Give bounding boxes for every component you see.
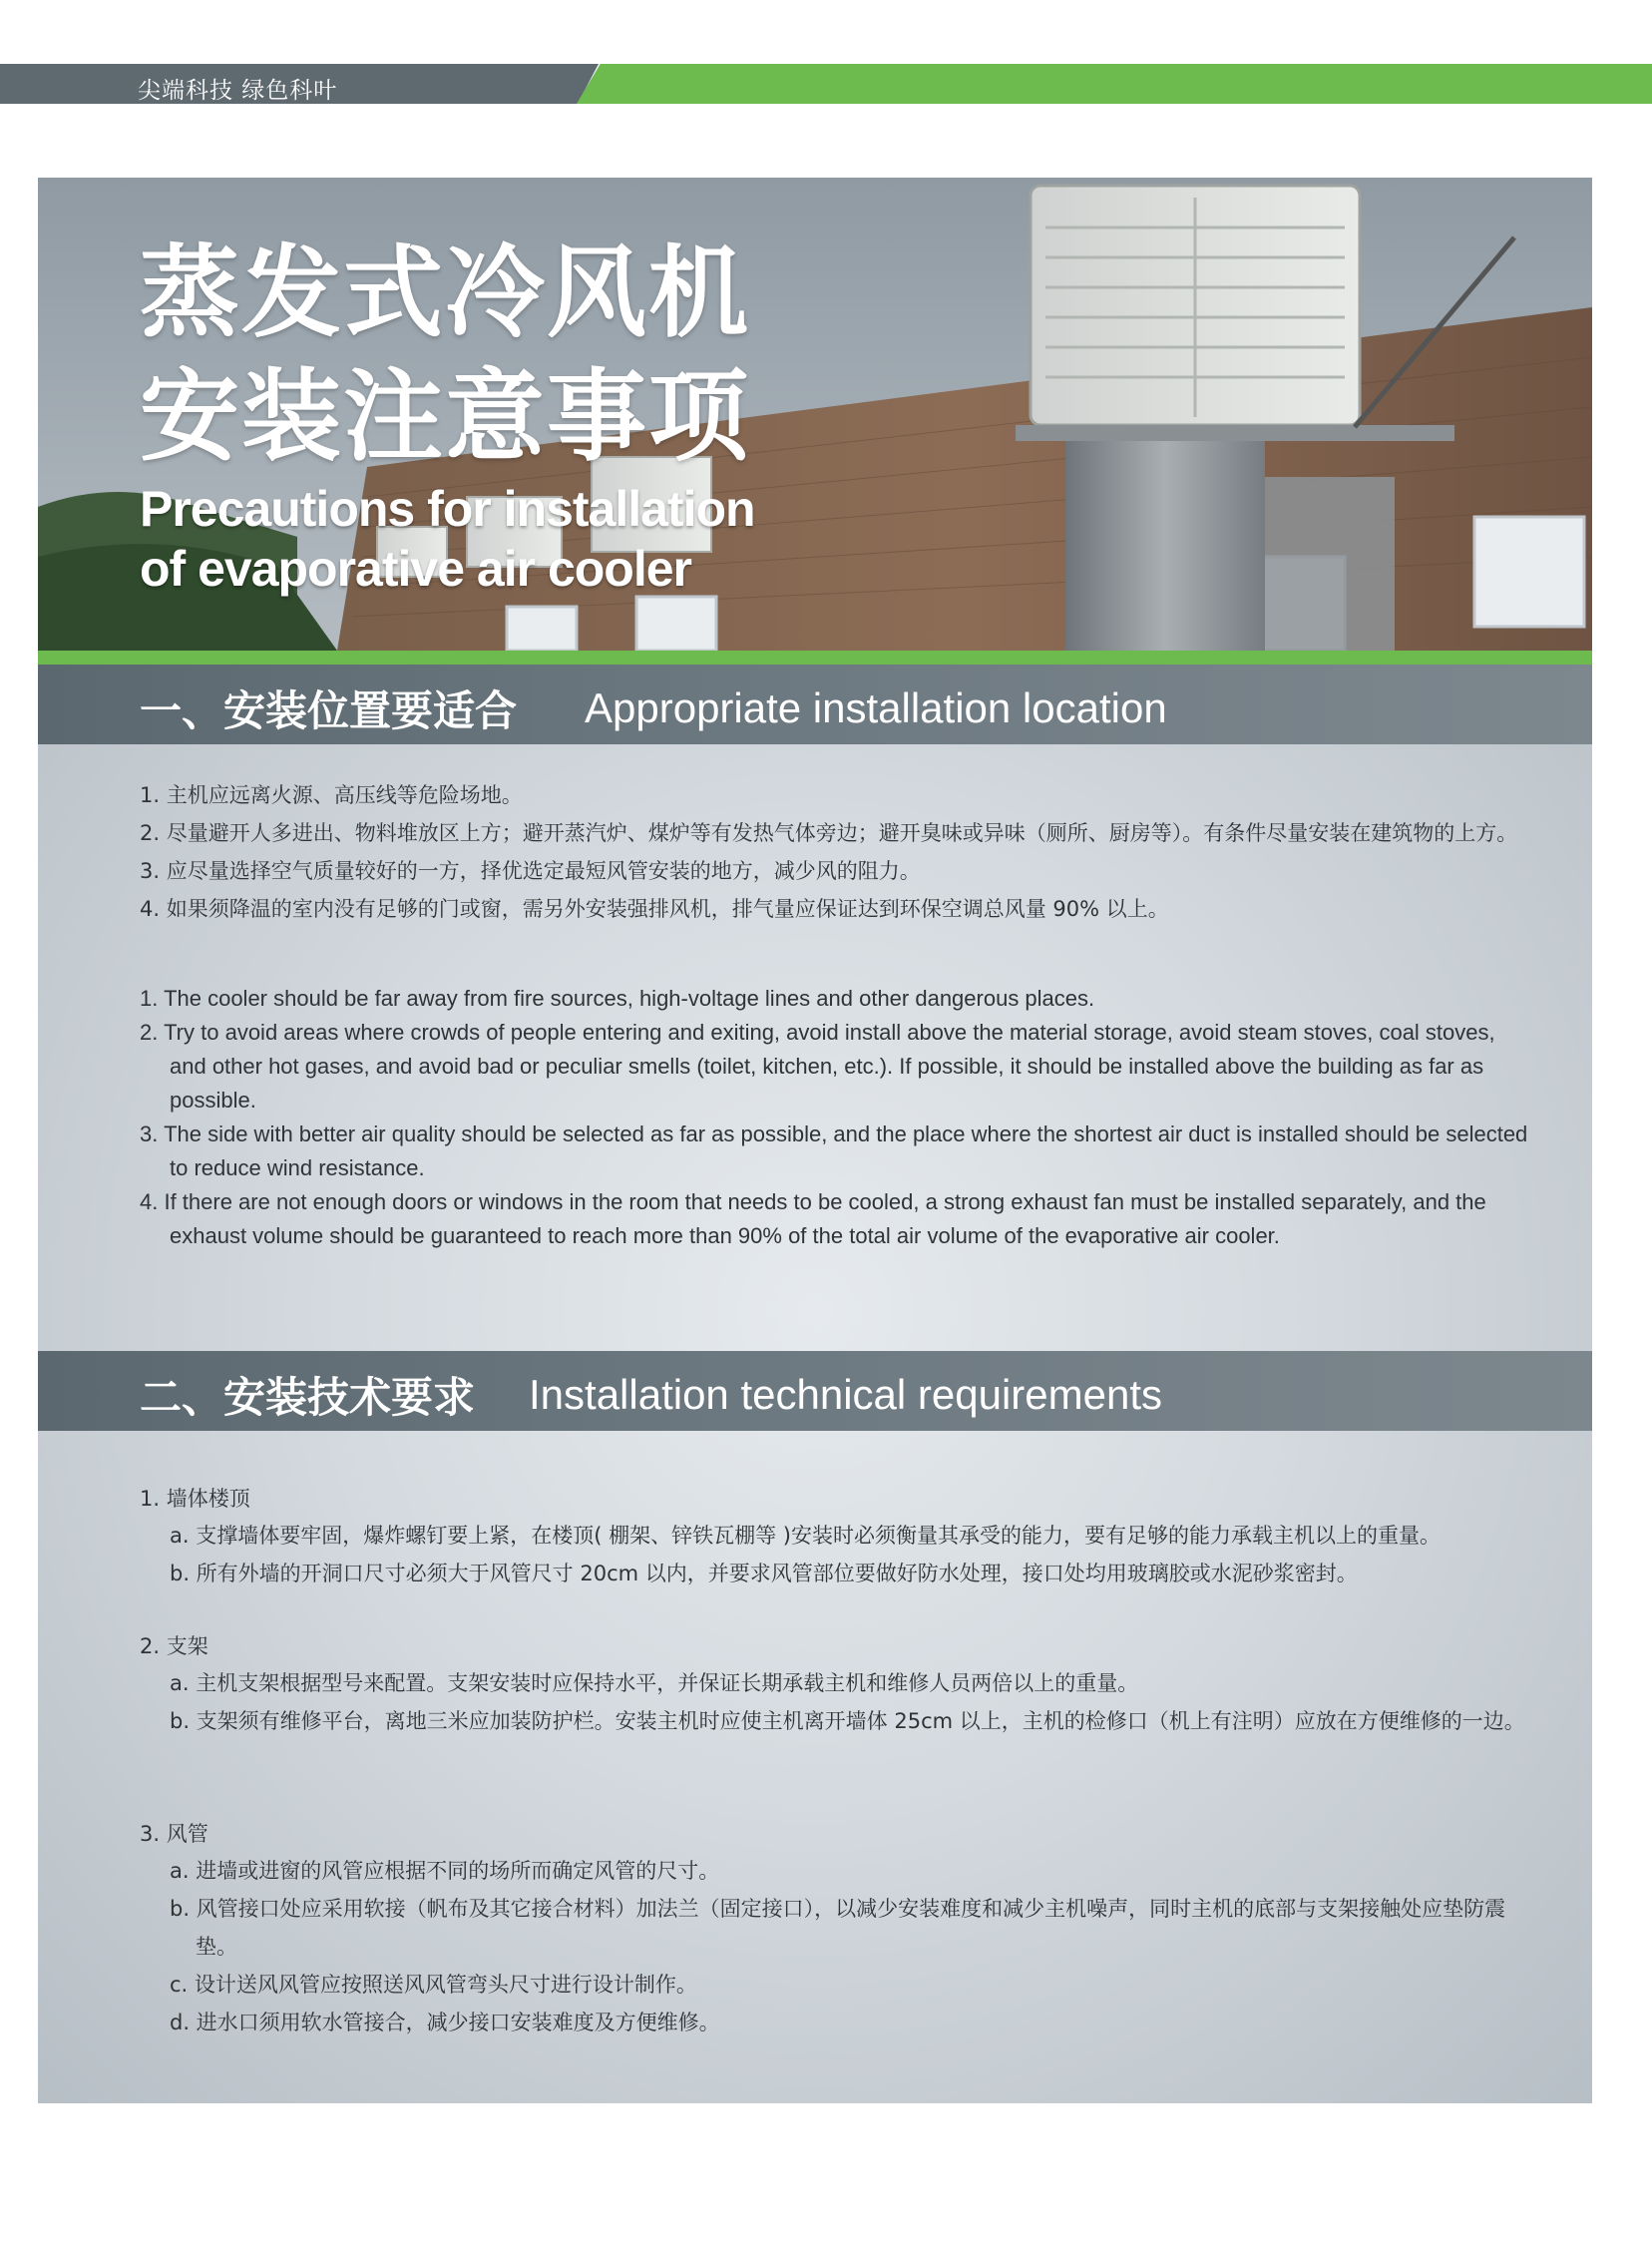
- list-item: 1. The cooler should be far away from fire sources, high-voltage lines and other dangerous places.: [140, 986, 1095, 1011]
- list-item: 4. If there are not enough doors or windows in the room that needs to be cooled, a strong exhaust fan must be installed separately, and the exhaust volume should be guaranteed to reach more than 90% of the total air volume of the evaporative air cooler.: [140, 1189, 1486, 1248]
- section1-list-en: [140, 982, 1536, 1253]
- list-item: a. 主机支架根据型号来配置。支架安装时应保持水平，并保证长期承载主机和维修人员两倍以上的重量。: [170, 1671, 1139, 1695]
- hero-title-zh: [140, 231, 750, 479]
- list-item: 2. 尽量避开人多进出、物料堆放区上方；避开蒸汽炉、煤炉等有发热气体旁边；避开臭味或异味（厕所、厨房等）。有条件尽量安装在建筑物的上方。: [140, 821, 1518, 845]
- list-item: 3. 应尽量选择空气质量较好的一方，择优选定最短风管安装的地方，减少风的阻力。: [140, 859, 921, 883]
- content-panel: [38, 665, 1592, 2103]
- list-item: a. 进墙或进窗的风管应根据不同的场所而确定风管的尺寸。: [170, 1859, 720, 1883]
- section2-header: [38, 1351, 1592, 1431]
- list-item: 3. The side with better air quality should be selected as far as possible, and the place where the shortest air duct is installed should be selected to reduce wind resistance.: [140, 1122, 1528, 1180]
- list-item: b. 支架须有维修平台，离地三米应加装防护栏。安装主机时应使主机离开墙体 25cm 以上，主机的检修口（机上有注明）应放在方便维修的一边。: [170, 1709, 1525, 1733]
- hero-green-divider: [38, 651, 1592, 665]
- section2-title-en: Installation technical requirements: [529, 1371, 1163, 1418]
- hero-banner: [38, 178, 1592, 651]
- hero-title-en-line2: of evaporative air cooler: [140, 541, 692, 597]
- list-item: a. 支撑墙体要牢固，爆炸螺钉要上紧，在楼顶( 棚架、锌铁瓦棚等 )安装时必须衡量其承受的能力，要有足够的能力承载主机以上的重量。: [170, 1524, 1441, 1548]
- section2-title-zh: 二、安装技术要求: [140, 1373, 476, 1422]
- list-item: d. 进水口须用软水管接合，减少接口安装难度及方便维修。: [170, 2011, 720, 2034]
- list-item: b. 所有外墙的开洞口尺寸必须大于风管尺寸 20cm 以内，并要求风管部位要做好防水处理，接口处均用玻璃胶或水泥砂浆密封。: [170, 1562, 1358, 1585]
- hero-title-zh-line2: 安装注意事项: [140, 358, 750, 475]
- list-item: c. 设计送风风管应按照送风风管弯头尺寸进行设计制作。: [170, 1973, 697, 1997]
- group-title-wall-roof: 1. 墙体楼顶: [140, 1487, 250, 1511]
- header-green-stripe: [577, 64, 1652, 104]
- list-item: 1. 主机应远离火源、高压线等危险场地。: [140, 783, 523, 807]
- group-list-duct: [170, 1852, 1536, 2041]
- list-item: 2. Try to avoid areas where crowds of people entering and exiting, avoid install above the material storage, avoid steam stoves, coal stoves, and other hot gases, and avoid bad or peculiar smells (toilet, kitchen, etc.). If possible, it should be installed above the building as far as possible.: [140, 1020, 1495, 1113]
- header-band: [0, 64, 1652, 104]
- hero-title-en-line1: Precautions for installation: [140, 481, 755, 537]
- header-slogan: 尖端科技 绿色科叶: [138, 78, 338, 104]
- section1-header: [38, 665, 1592, 744]
- hero-title-zh-line1: 蒸发式冷风机: [140, 234, 750, 351]
- section1-title-zh: 一、安装位置要适合: [140, 686, 518, 735]
- list-item: b. 风管接口处应采用软接（帆布及其它接合材料）加法兰（固定接口），以减少安装难度和减少主机噪声，同时主机的底部与支架接触处应垫防震垫。: [170, 1897, 1506, 1959]
- group-list-wall-roof: [170, 1517, 1536, 1592]
- section1-list-zh: [140, 776, 1536, 928]
- group-list-bracket: [170, 1664, 1536, 1740]
- section1-title-en: Appropriate installation location: [585, 684, 1167, 731]
- list-item: 4. 如果须降温的室内没有足够的门或窗，需另外安装强排风机，排气量应保证达到环保空调总风量 90% 以上。: [140, 897, 1169, 921]
- group-title-bracket: 2. 支架: [140, 1634, 208, 1658]
- group-title-duct: 3. 风管: [140, 1822, 208, 1846]
- hero-title-en: [140, 479, 755, 599]
